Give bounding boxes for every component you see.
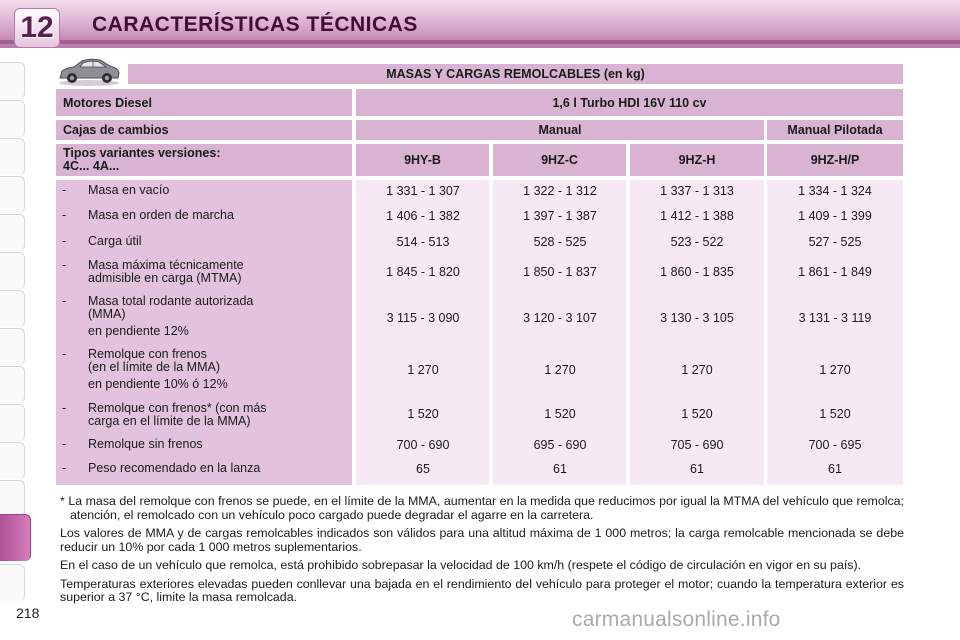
row-dash: -	[62, 258, 67, 272]
table-cell: 1 270	[819, 363, 851, 377]
table-row-label	[60, 402, 352, 430]
side-tab-active[interactable]	[0, 514, 31, 561]
side-tab[interactable]	[0, 366, 25, 403]
row-dash: -	[62, 234, 67, 248]
table-cell: 1 337 - 1 313	[660, 184, 734, 198]
table-row-label	[60, 235, 352, 248]
row-label-line: Carga útil	[88, 234, 142, 248]
side-tab[interactable]	[0, 442, 25, 479]
table-cell: 1 406 - 1 382	[386, 209, 460, 223]
gearbox-label: Cajas de cambios	[56, 120, 352, 140]
row-dash: -	[62, 401, 67, 415]
engine-value: 1,6 l Turbo HDI 16V 110 cv	[356, 89, 903, 116]
side-tab[interactable]	[0, 290, 25, 327]
table-cell: 1 845 - 1 820	[386, 265, 460, 279]
variant-header: 9HZ-H/P	[767, 144, 903, 176]
table-title: MASAS Y CARGAS REMOLCABLES (en kg)	[128, 64, 903, 84]
table-cell: 1 334 - 1 324	[798, 184, 872, 198]
variants-label-line1: Tipos variantes versiones:	[63, 146, 221, 160]
table-row-label	[60, 438, 352, 451]
side-tab[interactable]	[0, 404, 25, 441]
row-label-line: carga en el límite de la MMA)	[88, 414, 251, 428]
table-row-label	[60, 259, 352, 287]
row-label-line: (en el límite de la MMA)	[88, 360, 220, 374]
table-cell: 1 520	[544, 407, 576, 421]
row-label-line: en pendiente 10% ó 12%	[88, 377, 228, 391]
table-cell: 695 - 690	[533, 438, 587, 452]
header-stripe	[0, 40, 960, 44]
row-dash: -	[62, 461, 67, 475]
table-cell: 61	[828, 462, 842, 476]
side-tab[interactable]	[0, 100, 25, 137]
table-cell: 3 115 - 3 090	[386, 311, 460, 325]
page-title: CARACTERÍSTICAS TÉCNICAS	[92, 13, 418, 36]
row-dash: -	[62, 294, 67, 308]
variant-header: 9HY-B	[356, 144, 489, 176]
row-label-line: Peso recomendado en la lanza	[88, 461, 261, 475]
table-row-label	[60, 348, 352, 392]
gearbox-manual: Manual	[356, 120, 764, 140]
variant-header: 9HZ-H	[630, 144, 764, 176]
table-row-label	[60, 184, 352, 197]
table-cell: 1 520	[681, 407, 713, 421]
table-cell: 1 409 - 1 399	[798, 209, 872, 223]
side-tab[interactable]	[0, 252, 25, 289]
note-paragraph: En el caso de un vehículo que remolca, está prohibido sobrepasar la velocidad de 100 km/h (respete el código de circulación en vigor en su país).	[60, 558, 862, 572]
notes-section	[60, 495, 904, 610]
table-cell: 3 120 - 3 107	[523, 311, 597, 325]
row-label-line: Masa total rodante autorizada	[88, 294, 254, 308]
row-dash: -	[62, 208, 67, 222]
engine-label: Motores Diesel	[56, 89, 352, 116]
row-label-line: en pendiente 12%	[88, 324, 189, 338]
side-tab[interactable]	[0, 176, 25, 213]
table-cell: 1 412 - 1 388	[660, 209, 734, 223]
gearbox-piloted: Manual Pilotada	[767, 120, 903, 140]
side-tab[interactable]	[0, 214, 25, 251]
chapter-badge: 12	[14, 8, 60, 48]
table-cell: 514 - 513	[396, 235, 450, 249]
table-cell: 527 - 525	[808, 235, 862, 249]
side-tab[interactable]	[0, 62, 25, 99]
row-dash: -	[62, 183, 67, 197]
footnote: * La masa del remolque con frenos se puede, en el límite de la MMA, aumentar en la medida que reducimos por igual la MTMA del vehículo que remolca; atención, el remolcado con un vehículo poco cargado puede degradar el agarre en la carretera.	[60, 494, 904, 522]
page-number: 218	[16, 605, 40, 621]
row-dash: -	[62, 437, 67, 451]
side-tabs	[0, 62, 28, 622]
table-cell: 700 - 695	[808, 438, 862, 452]
row-label-line: Remolque con frenos* (con más	[88, 401, 267, 415]
table-cell: 1 331 - 1 307	[386, 184, 460, 198]
variants-label	[56, 144, 352, 176]
table-cell: 1 397 - 1 387	[523, 209, 597, 223]
table-cell: 65	[416, 462, 430, 476]
table-cell: 1 270	[407, 363, 439, 377]
note-paragraph: Temperaturas exteriores elevadas pueden conllevar una bajada en el rendimiento del vehículo para proteger el motor; cuando la temperatura exterior es superior a 37 °C, limite la masa remolcada.	[60, 576, 904, 604]
row-label-line: Masa máxima técnicamente	[88, 258, 244, 272]
table-cell: 61	[553, 462, 567, 476]
variant-header: 9HZ-C	[493, 144, 626, 176]
table-cell: 700 - 690	[396, 438, 450, 452]
table-cell: 1 520	[407, 407, 439, 421]
side-tab[interactable]	[0, 480, 25, 517]
table-cell: 705 - 690	[670, 438, 724, 452]
side-tab[interactable]	[0, 564, 25, 601]
watermark: carmanualsonline.info	[572, 608, 781, 631]
note-paragraph: Los valores de MMA y de cargas remolcables indicados son válidos para una altitud máxima de 1 000 metros; la carga remolcable mencionada se debe reducir un 10% por cada 1 000 metros suplementarios.	[60, 526, 904, 554]
row-label-line: admisible en carga (MTMA)	[88, 271, 242, 285]
row-label-line: Remolque sin frenos	[88, 437, 203, 451]
table-row-label	[60, 295, 352, 339]
table-row-label	[60, 462, 352, 475]
table-cell: 1 270	[681, 363, 713, 377]
table-cell: 1 861 - 1 849	[798, 265, 872, 279]
side-tab[interactable]	[0, 138, 25, 175]
table-cell: 1 270	[544, 363, 576, 377]
table-row-label	[60, 209, 352, 222]
row-label-line: Remolque con frenos	[88, 347, 207, 361]
table-cell: 1 860 - 1 835	[660, 265, 734, 279]
table-cell: 1 520	[819, 407, 851, 421]
table-cell: 1 850 - 1 837	[523, 265, 597, 279]
table-cell: 523 - 522	[670, 235, 724, 249]
row-label-line: Masa en orden de marcha	[88, 208, 234, 222]
variants-label-line2: 4C... 4A...	[63, 159, 120, 173]
table-cell: 1 322 - 1 312	[523, 184, 597, 198]
table-cell: 528 - 525	[533, 235, 587, 249]
table-cell: 61	[690, 462, 704, 476]
row-label-line: Masa en vacío	[88, 183, 170, 197]
row-label-line: (MMA)	[88, 307, 126, 321]
row-dash: -	[62, 347, 67, 361]
car-icon	[56, 56, 122, 86]
side-tab[interactable]	[0, 328, 25, 365]
table-cell: 3 131 - 3 119	[798, 311, 872, 325]
table-cell: 3 130 - 3 105	[660, 311, 734, 325]
